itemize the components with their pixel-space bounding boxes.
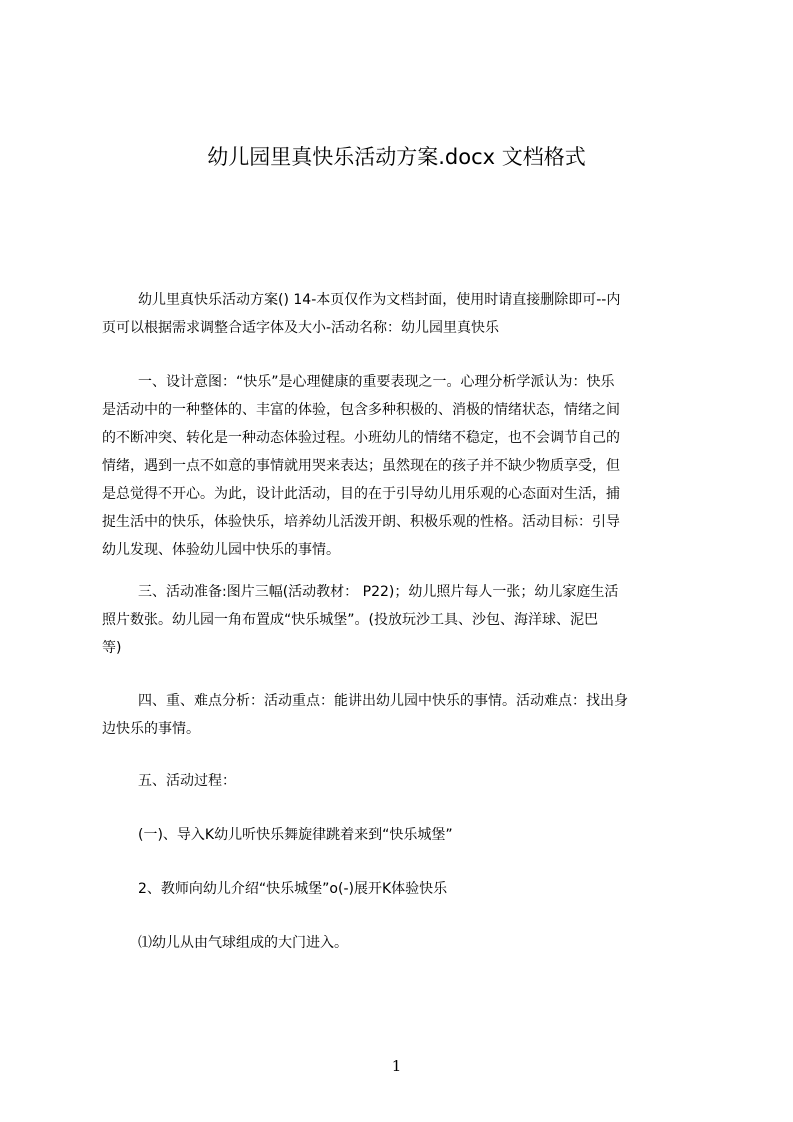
key-points-paragraph: [102, 687, 702, 743]
process-step-2: [102, 875, 702, 903]
paragraph-line: 边快乐的事情。: [102, 721, 200, 737]
document-title: 幼儿园里真快乐活动方案.docx 文档格式: [207, 145, 586, 169]
paragraph-line: 情绪，遇到一点不如意的事情就用哭来表达；虽然现在的孩子并不缺少物质享受，但: [102, 458, 620, 474]
paragraph-line: 三、活动准备:图片三幅(活动教材： P22)；幼儿照片每人一张；幼儿家庭生活: [138, 584, 619, 600]
process-heading: [102, 767, 702, 795]
paragraph-line: 幼儿发现、体验幼儿园中快乐的事情。: [102, 542, 340, 558]
paragraph-line: 是活动中的一种整体的、丰富的体验，包含多种积极的、消极的情绪状态，情绪之间: [102, 402, 620, 418]
paragraph-line: 一、设计意图：“快乐”是心理健康的重要表现之一。心理分析学派认为：快乐: [138, 374, 615, 390]
paragraph-line: 幼儿里真快乐活动方案() 14-本页仅作为文档封面，使用时请直接删除即可--内: [138, 292, 621, 308]
process-step-1: [102, 821, 702, 849]
paragraph-line: 等): [102, 640, 122, 656]
paragraph-line: (一)、导入K幼儿听快乐舞旋律跳着来到“快乐城堡”: [138, 827, 453, 843]
paragraph-line: 2、教师向幼儿介绍“快乐城堡”o(-)展开K体验快乐: [138, 881, 448, 897]
paragraph-line: 是总觉得不开心。为此，设计此活动，目的在于引导幼儿用乐观的心态面对生活，捕: [102, 486, 620, 502]
paragraph-line: 捉生活中的快乐，体验快乐，培养幼儿活泼开朗、积极乐观的性格。活动目标：引导: [102, 514, 620, 530]
paragraph-line: 照片数张。幼儿园一角布置成“快乐城堡”。(投放玩沙工具、沙包、海洋球、泥巴: [102, 612, 598, 628]
paragraph-line: 的不断冲突、转化是一种动态体验过程。小班幼儿的情绪不稳定，也不会调节自己的: [102, 430, 620, 446]
intro-paragraph: [102, 286, 702, 342]
process-step-3: [102, 929, 702, 957]
page-number: 1: [391, 1057, 402, 1075]
design-intent-paragraph: [102, 368, 702, 564]
paragraph-line: 页可以根据需求调整合适字体及大小-活动名称：幼儿园里真快乐: [102, 320, 500, 336]
paragraph-line: 四、重、难点分析：活动重点：能讲出幼儿园中快乐的事情。活动难点：找出身: [138, 693, 628, 709]
paragraph-line: ⑴幼儿从由气球组成的大门进入。: [138, 935, 348, 951]
preparation-paragraph: [102, 578, 702, 662]
paragraph-line: 五、活动过程：: [138, 773, 236, 789]
